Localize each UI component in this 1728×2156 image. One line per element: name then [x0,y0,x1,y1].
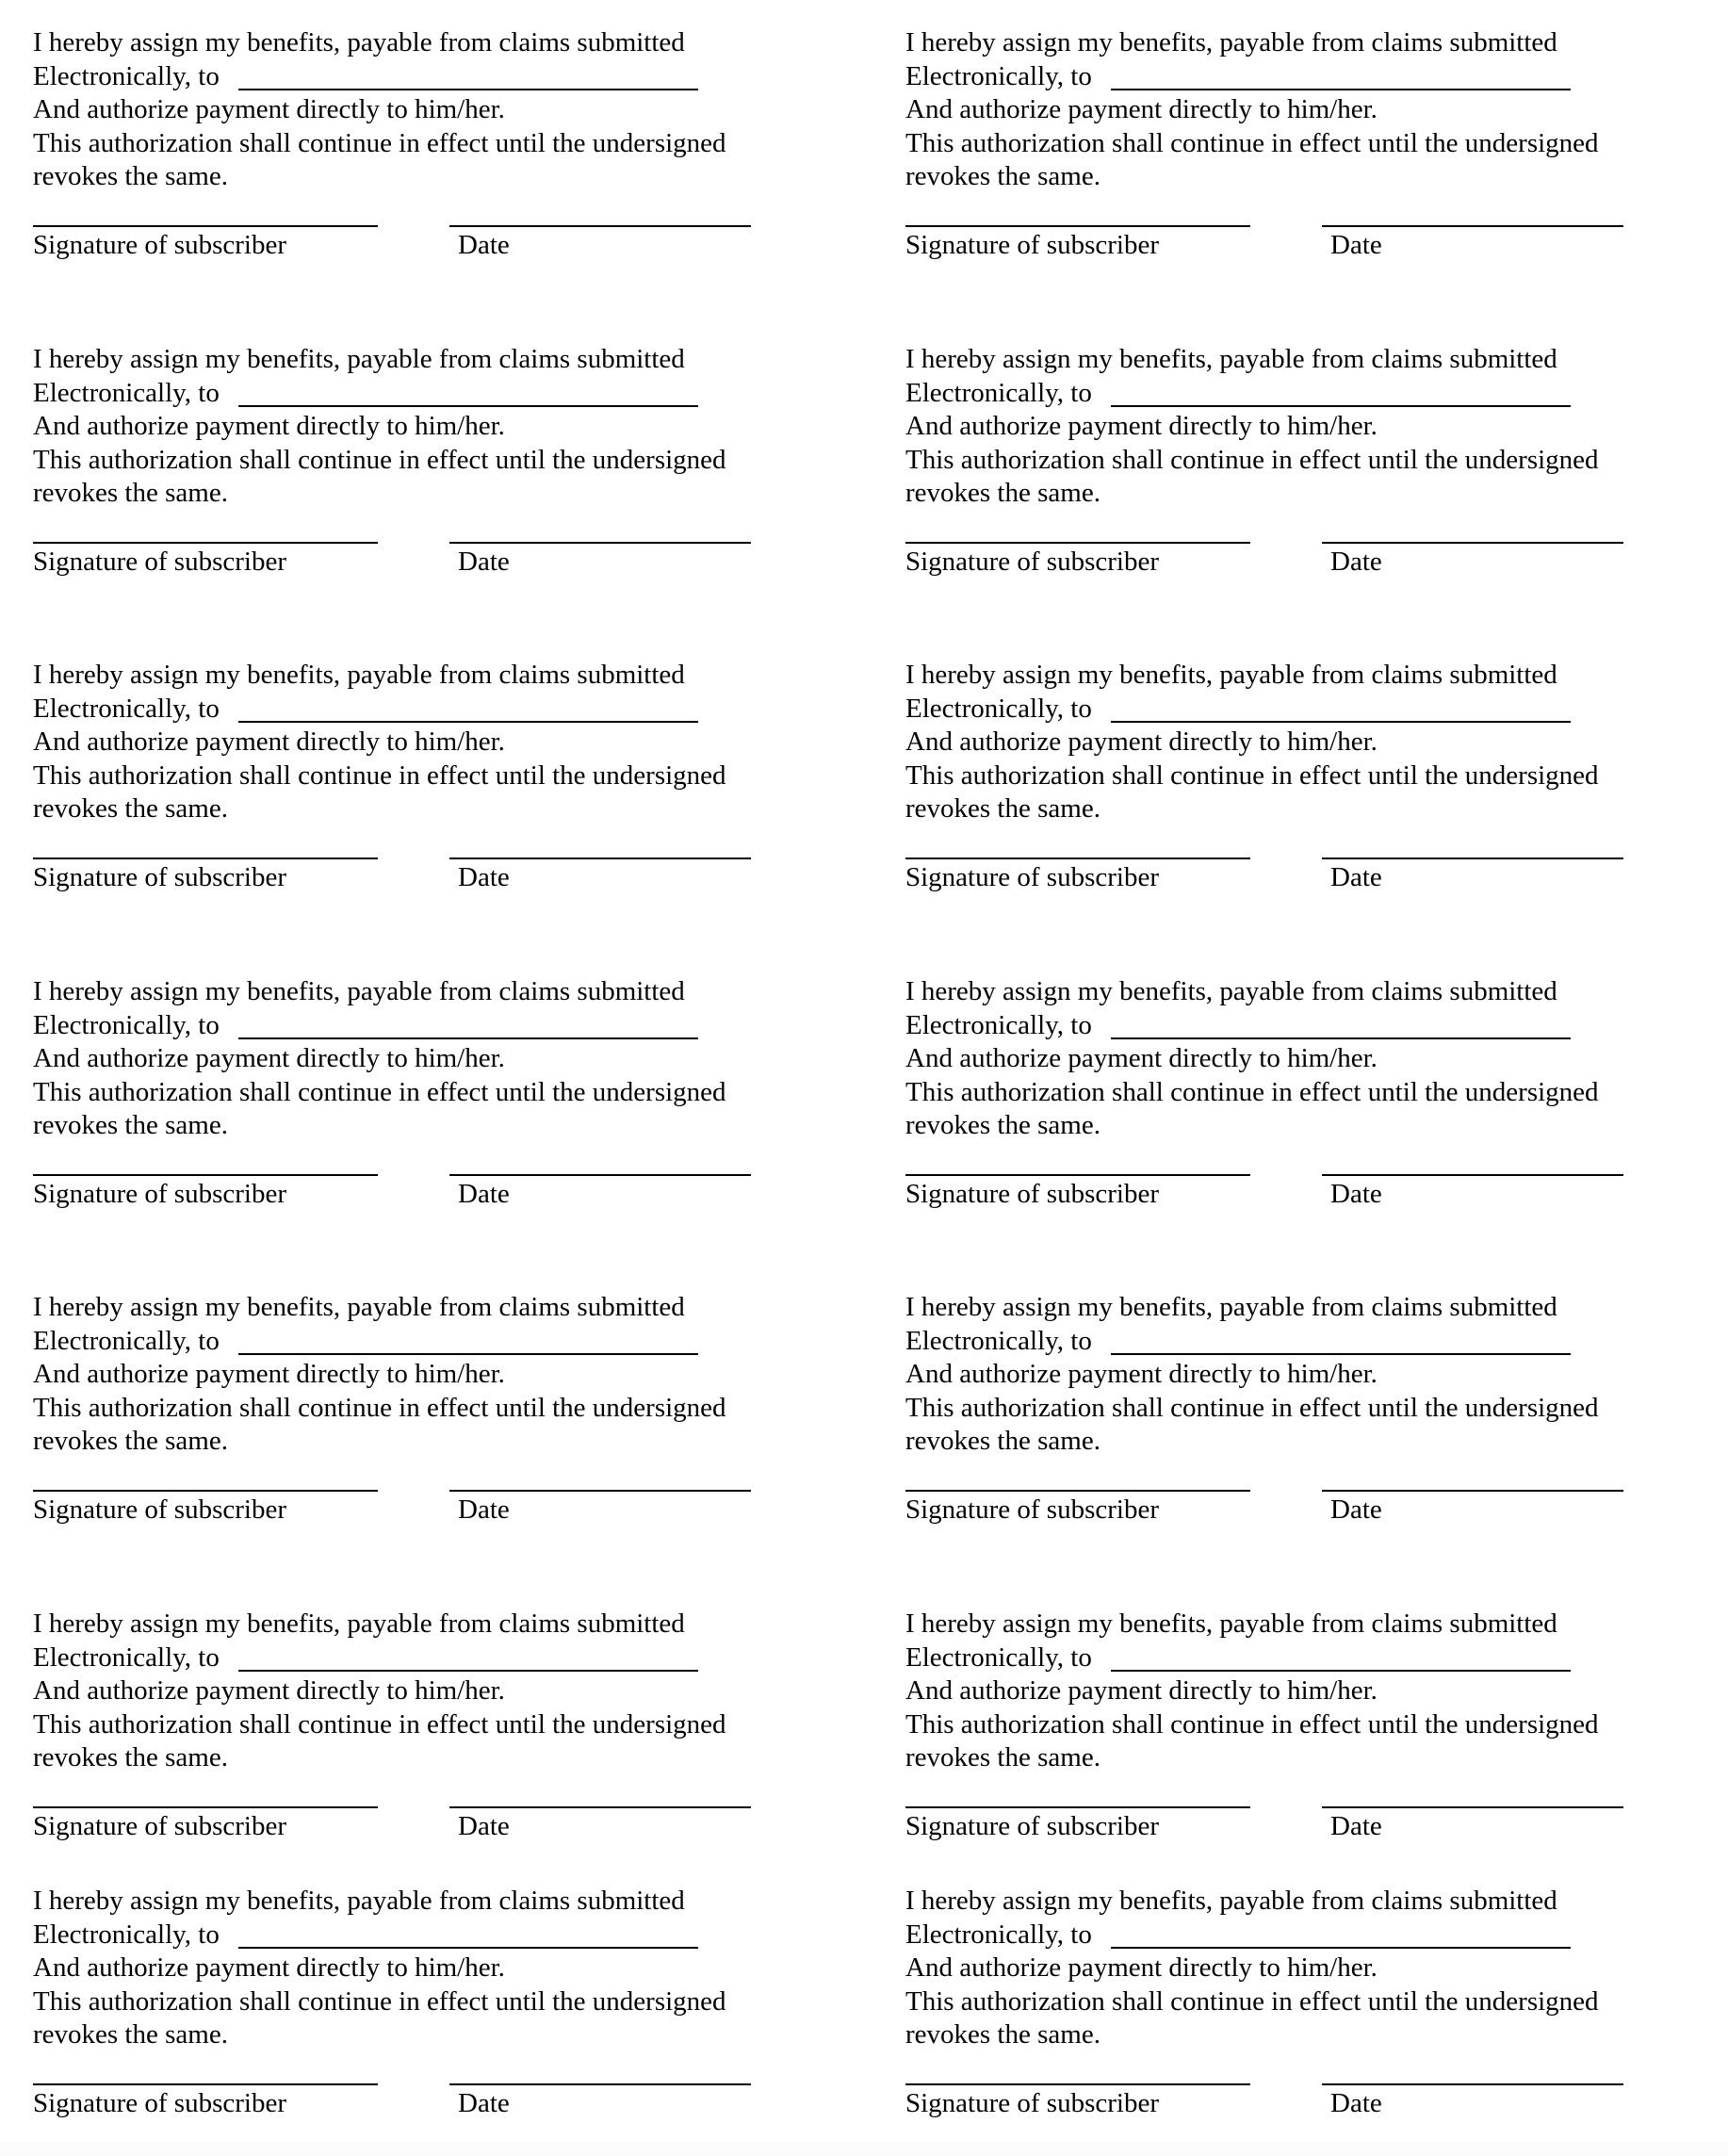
signature-label: Signature of subscriber [905,230,1159,260]
electronic-recipient-line-text: Electronically, to [905,60,1092,91]
date-field[interactable] [1322,542,1623,544]
recipient-name-field[interactable] [1111,405,1571,407]
signature-label: Signature of subscriber [905,1179,1159,1209]
benefit-assignment-form [905,1291,1678,1525]
electronic-recipient-line-text: Electronically, to [33,377,220,408]
date-label: Date [458,2088,510,2118]
benefit-assignment-form [33,659,806,892]
benefit-assignment-form [33,1885,806,2118]
electronic-recipient-line-text: Electronically, to [905,693,1092,724]
recipient-name-field[interactable] [238,89,698,90]
payment-authorization-text: And authorize payment directly to him/her. [33,1952,505,1983]
electronic-recipient-line-text: Electronically, to [905,377,1092,408]
benefit-assignment-form [905,659,1678,892]
revocation-statement-text: revokes the same. [33,1742,228,1772]
recipient-name-field[interactable] [1111,1670,1571,1672]
benefit-assignment-form [33,1608,806,1841]
payment-authorization-text: And authorize payment directly to him/her. [33,1043,505,1073]
revocation-statement-text: revokes the same. [905,1110,1100,1140]
signature-label: Signature of subscriber [33,1494,286,1525]
date-label: Date [458,862,510,892]
date-field[interactable] [449,1490,751,1492]
continuation-statement-text: This authorization shall continue in effect until the undersigned [905,1985,1599,2017]
date-field[interactable] [1322,1174,1623,1176]
signature-label: Signature of subscriber [905,547,1159,577]
assignment-statement-text: I hereby assign my benefits, payable from claims submitted [905,976,1557,1006]
payment-authorization-text: And authorize payment directly to him/her. [905,1675,1378,1706]
signature-field[interactable] [905,2083,1250,2085]
payment-authorization-text: And authorize payment directly to him/her. [33,727,505,757]
date-field[interactable] [1322,1490,1623,1492]
assignment-statement-text: I hereby assign my benefits, payable from claims submitted [905,344,1557,374]
recipient-name-field[interactable] [238,1670,698,1672]
signature-label: Signature of subscriber [905,862,1159,892]
assignment-statement-text: I hereby assign my benefits, payable from claims submitted [905,1609,1557,1639]
revocation-statement-text: revokes the same. [33,1110,228,1140]
electronic-recipient-line-text: Electronically, to [905,1009,1092,1040]
continuation-statement-text: This authorization shall continue in effect until the undersigned [33,127,726,158]
payment-authorization-text: And authorize payment directly to him/her. [905,1359,1378,1389]
signature-field[interactable] [905,542,1250,544]
continuation-statement-text: This authorization shall continue in effect until the undersigned [33,1985,726,2017]
signature-field[interactable] [33,1174,378,1176]
recipient-name-field[interactable] [1111,1037,1571,1039]
revocation-statement-text: revokes the same. [905,793,1100,824]
signature-field[interactable] [905,225,1250,227]
continuation-statement-text: This authorization shall continue in effect until the undersigned [33,444,726,475]
signature-field[interactable] [33,858,378,859]
continuation-statement-text: This authorization shall continue in effect until the undersigned [905,1076,1599,1107]
continuation-statement-text: This authorization shall continue in effect until the undersigned [905,444,1599,475]
continuation-statement-text: This authorization shall continue in effect until the undersigned [33,1392,726,1423]
signature-field[interactable] [33,542,378,544]
electronic-recipient-line-text: Electronically, to [33,1325,220,1356]
date-field[interactable] [449,1174,751,1176]
signature-label: Signature of subscriber [905,1494,1159,1525]
recipient-name-field[interactable] [238,1037,698,1039]
payment-authorization-text: And authorize payment directly to him/her. [33,1359,505,1389]
continuation-statement-text: This authorization shall continue in effect until the undersigned [33,760,726,791]
date-field[interactable] [1322,1806,1623,1808]
recipient-name-field[interactable] [238,1947,698,1949]
signature-label: Signature of subscriber [905,1811,1159,1841]
benefit-assignment-form [33,1291,806,1525]
revocation-statement-text: revokes the same. [33,793,228,824]
signature-field[interactable] [905,858,1250,859]
payment-authorization-text: And authorize payment directly to him/her. [905,1043,1378,1073]
date-field[interactable] [449,542,751,544]
electronic-recipient-line-text: Electronically, to [905,1919,1092,1950]
assignment-statement-text: I hereby assign my benefits, payable from claims submitted [33,1609,685,1639]
benefit-assignment-form [905,975,1678,1209]
signature-label: Signature of subscriber [33,2088,286,2118]
electronic-recipient-line-text: Electronically, to [33,1642,220,1673]
signature-label: Signature of subscriber [33,1811,286,1841]
revocation-statement-text: revokes the same. [905,478,1100,508]
benefit-assignment-form [33,26,806,260]
continuation-statement-text: This authorization shall continue in effect until the undersigned [33,1076,726,1107]
date-field[interactable] [449,225,751,227]
payment-authorization-text: And authorize payment directly to him/her. [905,94,1378,124]
date-label: Date [458,1811,510,1841]
electronic-recipient-line-text: Electronically, to [33,1009,220,1040]
electronic-recipient-line-text: Electronically, to [33,693,220,724]
date-label: Date [1330,1494,1382,1525]
recipient-name-field[interactable] [1111,721,1571,723]
assignment-statement-text: I hereby assign my benefits, payable from claims submitted [905,660,1557,690]
date-field[interactable] [1322,225,1623,227]
signature-field[interactable] [905,1174,1250,1176]
payment-authorization-text: And authorize payment directly to him/her. [33,1675,505,1706]
assignment-statement-text: I hereby assign my benefits, payable from claims submitted [905,1292,1557,1322]
revocation-statement-text: revokes the same. [33,161,228,191]
date-label: Date [1330,1179,1382,1209]
signature-field[interactable] [33,225,378,227]
date-label: Date [1330,2088,1382,2118]
date-label: Date [458,230,510,260]
assignment-statement-text: I hereby assign my benefits, payable from claims submitted [33,976,685,1006]
recipient-name-field[interactable] [238,405,698,407]
date-label: Date [1330,230,1382,260]
recipient-name-field[interactable] [1111,1947,1571,1949]
date-label: Date [458,547,510,577]
revocation-statement-text: revokes the same. [905,2019,1100,2050]
recipient-name-field[interactable] [1111,89,1571,90]
benefit-assignment-form [905,26,1678,260]
assignment-statement-text: I hereby assign my benefits, payable from claims submitted [33,27,685,57]
electronic-recipient-line-text: Electronically, to [33,60,220,91]
electronic-recipient-line-text: Electronically, to [905,1325,1092,1356]
signature-label: Signature of subscriber [33,547,286,577]
page-bottom-edge [0,2143,1728,2156]
date-field[interactable] [449,858,751,859]
signature-field[interactable] [905,1490,1250,1492]
assignment-statement-text: I hereby assign my benefits, payable from claims submitted [905,27,1557,57]
payment-authorization-text: And authorize payment directly to him/her. [905,1952,1378,1983]
benefit-assignment-form [905,1608,1678,1841]
assignment-statement-text: I hereby assign my benefits, payable from claims submitted [905,1886,1557,1916]
date-label: Date [458,1179,510,1209]
signature-label: Signature of subscriber [33,230,286,260]
revocation-statement-text: revokes the same. [33,2019,228,2050]
benefit-assignment-form [905,1885,1678,2118]
date-label: Date [458,1494,510,1525]
electronic-recipient-line-text: Electronically, to [33,1919,220,1950]
recipient-name-field[interactable] [1111,1353,1571,1355]
signature-field[interactable] [33,1490,378,1492]
date-field[interactable] [449,2083,751,2085]
benefit-assignment-form [33,975,806,1209]
signature-label: Signature of subscriber [33,862,286,892]
continuation-statement-text: This authorization shall continue in effect until the undersigned [905,127,1599,158]
signature-field[interactable] [905,1806,1250,1808]
date-label: Date [1330,1811,1382,1841]
assignment-statement-text: I hereby assign my benefits, payable from claims submitted [33,660,685,690]
signature-field[interactable] [33,1806,378,1808]
payment-authorization-text: And authorize payment directly to him/her. [33,411,505,441]
signature-label: Signature of subscriber [905,2088,1159,2118]
recipient-name-field[interactable] [238,721,698,723]
payment-authorization-text: And authorize payment directly to him/her. [33,94,505,124]
revocation-statement-text: revokes the same. [33,478,228,508]
payment-authorization-text: And authorize payment directly to him/her. [905,411,1378,441]
revocation-statement-text: revokes the same. [905,1426,1100,1456]
revocation-statement-text: revokes the same. [905,161,1100,191]
continuation-statement-text: This authorization shall continue in effect until the undersigned [905,1392,1599,1423]
signature-field[interactable] [33,2083,378,2085]
payment-authorization-text: And authorize payment directly to him/her. [905,727,1378,757]
date-label: Date [1330,547,1382,577]
date-field[interactable] [449,1806,751,1808]
date-field[interactable] [1322,858,1623,859]
benefit-assignment-form [905,343,1678,577]
signature-label: Signature of subscriber [33,1179,286,1209]
revocation-statement-text: revokes the same. [905,1742,1100,1772]
continuation-statement-text: This authorization shall continue in effect until the undersigned [905,760,1599,791]
assignment-statement-text: I hereby assign my benefits, payable from claims submitted [33,1886,685,1916]
benefit-assignment-form [33,343,806,577]
revocation-statement-text: revokes the same. [33,1426,228,1456]
assignment-statement-text: I hereby assign my benefits, payable from claims submitted [33,344,685,374]
date-field[interactable] [1322,2083,1623,2085]
recipient-name-field[interactable] [238,1353,698,1355]
continuation-statement-text: This authorization shall continue in effect until the undersigned [33,1708,726,1740]
assignment-statement-text: I hereby assign my benefits, payable from claims submitted [33,1292,685,1322]
continuation-statement-text: This authorization shall continue in effect until the undersigned [905,1708,1599,1740]
electronic-recipient-line-text: Electronically, to [905,1642,1092,1673]
date-label: Date [1330,862,1382,892]
